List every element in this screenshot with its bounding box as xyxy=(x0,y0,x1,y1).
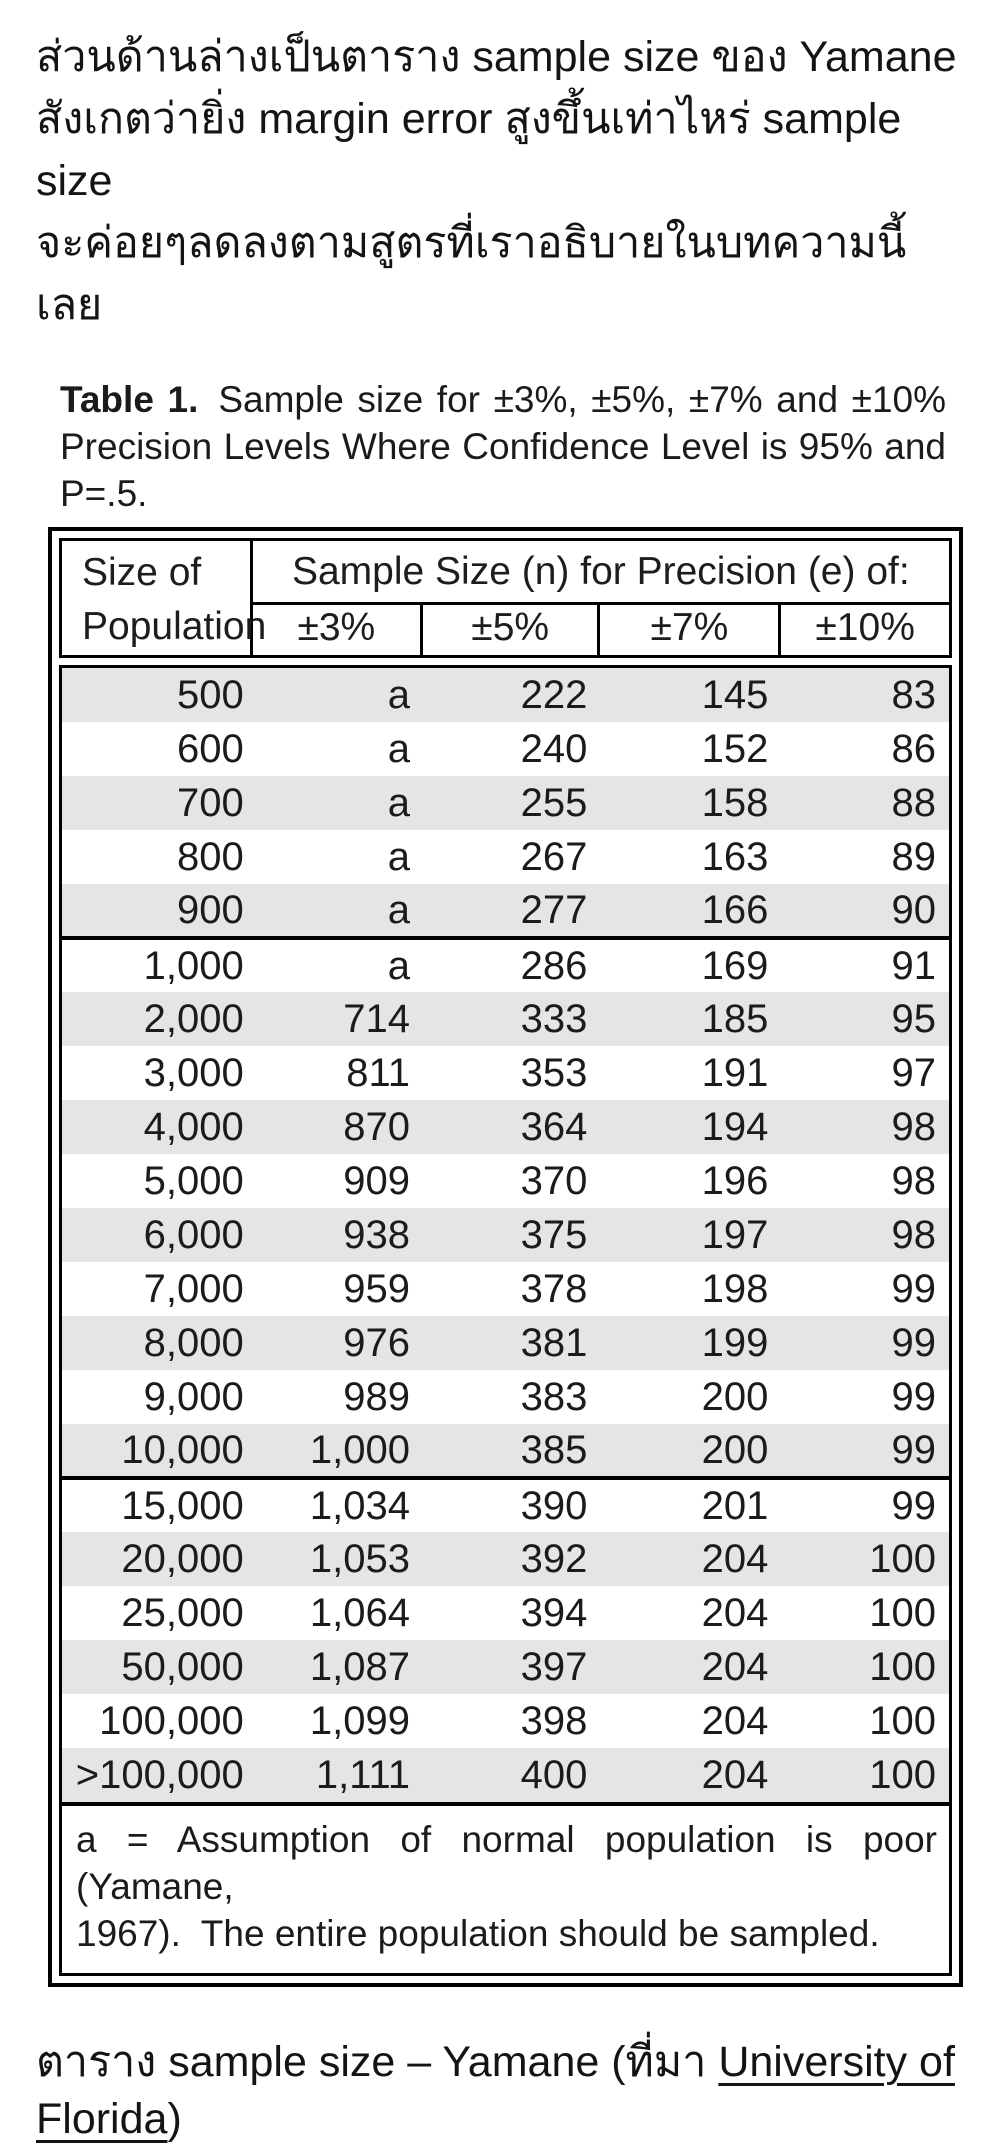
e7-cell: 194 xyxy=(701,1104,769,1149)
e5-cell: 400 xyxy=(520,1752,588,1797)
e3-cell: 989 xyxy=(343,1374,410,1419)
e3-cell: a xyxy=(387,887,410,932)
population-cell: 500 xyxy=(176,672,244,717)
e5-cell: 353 xyxy=(520,1050,588,1095)
e3-cell: 714 xyxy=(343,996,410,1041)
caption-source-link[interactable]: University of Florida xyxy=(36,2038,955,2143)
precision-header-10pct: ±10% xyxy=(815,606,915,649)
e10-cell: 100 xyxy=(869,1590,936,1635)
population-cell: 2,000 xyxy=(143,996,244,1041)
e3-cell: 959 xyxy=(343,1266,410,1311)
e7-cell: 204 xyxy=(701,1752,769,1797)
population-cell: 1,000 xyxy=(62,938,253,992)
population-header-cell xyxy=(62,541,267,655)
e3-cell: 1,000 xyxy=(309,1427,410,1472)
e3-cell: 976 xyxy=(343,1320,410,1365)
e5-cell: 378 xyxy=(520,1266,588,1311)
e7-cell: 196 xyxy=(701,1158,769,1203)
e10-cell: 99 xyxy=(891,1427,936,1472)
e5-cell: 383 xyxy=(520,1374,588,1419)
intro-paragraph xyxy=(36,26,969,336)
sample-size-table-frame xyxy=(48,527,963,1987)
e10-cell: 100 xyxy=(869,1698,936,1743)
e5-cell: 397 xyxy=(520,1644,588,1689)
e7-cell: 191 xyxy=(701,1050,769,1095)
table-row xyxy=(62,1424,949,1478)
population-cell: 15,000 xyxy=(62,1478,253,1532)
e7-cell: 198 xyxy=(701,1266,769,1311)
population-header-line-2: Population xyxy=(82,605,267,648)
e10-cell: 100 xyxy=(869,1536,936,1581)
population-cell: 800 xyxy=(176,834,244,879)
table-title-line-1-text: Sample size for ±3%, ±5%, ±7% and ±10% xyxy=(218,379,946,420)
image-caption xyxy=(36,2027,999,2144)
table-row xyxy=(62,1694,949,1748)
e10-cell: 99 xyxy=(891,1320,936,1365)
e3-cell: a xyxy=(387,726,410,771)
e3-cell: 938 xyxy=(343,1212,410,1257)
population-cell: 700 xyxy=(176,780,244,825)
article-page xyxy=(0,26,999,2144)
e3-cell: 1,099 xyxy=(309,1698,410,1743)
e7-cell: 204 xyxy=(701,1536,769,1581)
e10-cell: 86 xyxy=(891,726,936,771)
population-cell: 6,000 xyxy=(143,1212,244,1257)
e5-cell: 385 xyxy=(520,1427,588,1472)
e5-cell: 277 xyxy=(520,887,588,932)
population-cell: 10,000 xyxy=(121,1427,244,1472)
intro-line-1: ส่วนด้านล่างเป็นตาราง sample size ของ Yamane xyxy=(36,33,957,81)
table-row xyxy=(62,722,949,776)
e3-cell: 909 xyxy=(343,1158,410,1203)
population-cell: 600 xyxy=(176,726,244,771)
e5-cell: 375 xyxy=(520,1212,588,1257)
table-body-block xyxy=(59,665,952,1976)
e5-cell: 240 xyxy=(520,726,588,771)
e10-cell: 90 xyxy=(891,887,936,932)
e5-cell: 222 xyxy=(520,672,588,717)
e7-cell: 201 xyxy=(600,1478,781,1532)
e10-cell: 88 xyxy=(891,780,936,825)
footnote-line-1: a = Assumption of normal population is poor (Yamane, xyxy=(76,1819,937,1907)
intro-line-2: สังเกตว่ายิ่ง margin error สูงขึ้นเท่าไหร่ sample size xyxy=(36,95,902,205)
table-row xyxy=(62,1370,949,1424)
population-cell: 100,000 xyxy=(99,1698,244,1743)
table-footnote xyxy=(62,1802,949,1973)
e3-cell: a xyxy=(387,780,410,825)
table-row xyxy=(62,1478,949,1532)
e10-cell: 100 xyxy=(869,1644,936,1689)
table-row xyxy=(62,1532,949,1586)
e7-cell: 152 xyxy=(701,726,769,771)
sample-size-table xyxy=(62,668,949,1802)
e7-cell: 204 xyxy=(701,1698,769,1743)
table-row xyxy=(62,1316,949,1370)
table-row xyxy=(62,992,949,1046)
footnote-line-2: 1967). The entire population should be sampled. xyxy=(76,1913,880,1954)
e5-cell: 370 xyxy=(520,1158,588,1203)
e3-cell: a xyxy=(387,672,410,717)
population-cell: 9,000 xyxy=(143,1374,244,1419)
e10-cell: 99 xyxy=(891,1374,936,1419)
e10-cell: 99 xyxy=(781,1478,949,1532)
table-row xyxy=(62,1208,949,1262)
table-title-line-2: Precision Levels Where Confidence Level is 95% and xyxy=(60,426,946,467)
e3-cell: 1,053 xyxy=(309,1536,410,1581)
e5-cell: 390 xyxy=(423,1478,600,1532)
precision-header-3pct: ±3% xyxy=(253,605,423,655)
e7-cell: 204 xyxy=(701,1644,769,1689)
table-title xyxy=(60,376,946,517)
e7-cell: 200 xyxy=(701,1427,769,1472)
precision-span-header: Sample Size (n) for Precision (e) of: xyxy=(253,541,949,605)
population-header-line-1: Size of xyxy=(82,551,202,594)
e10-cell: 98 xyxy=(891,1104,936,1149)
e7-cell: 169 xyxy=(600,938,781,992)
e3-cell: 1,111 xyxy=(315,1752,410,1797)
precision-header-7pct: ±7% xyxy=(600,605,781,655)
e7-cell: 145 xyxy=(701,672,769,717)
population-cell: 8,000 xyxy=(143,1320,244,1365)
population-cell: 25,000 xyxy=(121,1590,244,1635)
e5-cell: 255 xyxy=(520,780,588,825)
intro-line-3: จะค่อยๆลดลงตามสูตรที่เราอธิบายในบทความนี้เลย xyxy=(36,219,907,329)
table-row xyxy=(62,1046,949,1100)
e5-cell: 333 xyxy=(520,996,588,1041)
e10-cell: 83 xyxy=(891,672,936,717)
e3-cell: 811 xyxy=(346,1050,410,1095)
e10-cell: 91 xyxy=(781,938,949,992)
e5-cell: 392 xyxy=(520,1536,588,1581)
precision-header-5pct: ±5% xyxy=(423,605,600,655)
e7-cell: 204 xyxy=(701,1590,769,1635)
e10-cell: 99 xyxy=(891,1266,936,1311)
table-row xyxy=(62,1640,949,1694)
e10-cell: 95 xyxy=(891,996,936,1041)
e5-cell: 267 xyxy=(520,834,588,879)
e3-cell: 870 xyxy=(343,1104,410,1149)
e3-cell: 1,064 xyxy=(309,1590,410,1635)
population-cell: 20,000 xyxy=(121,1536,244,1581)
e5-cell: 286 xyxy=(423,938,600,992)
population-cell: 7,000 xyxy=(143,1266,244,1311)
table-row xyxy=(62,668,949,722)
population-cell: 900 xyxy=(176,887,244,932)
e7-cell: 158 xyxy=(701,780,769,825)
population-cell: 5,000 xyxy=(143,1158,244,1203)
table-row xyxy=(62,776,949,830)
table-row xyxy=(62,884,949,938)
e7-cell: 199 xyxy=(701,1320,769,1365)
e3-cell: a xyxy=(253,938,423,992)
table-row xyxy=(62,1586,949,1640)
table-row xyxy=(62,1154,949,1208)
e7-cell: 166 xyxy=(701,887,769,932)
table-title-line-1 xyxy=(60,376,946,423)
table-header xyxy=(59,538,952,658)
e3-cell: 1,087 xyxy=(309,1644,410,1689)
population-cell: >100,000 xyxy=(75,1752,244,1797)
population-cell: 3,000 xyxy=(143,1050,244,1095)
e3-cell: a xyxy=(387,834,410,879)
e7-cell: 197 xyxy=(701,1212,769,1257)
e3-cell: 1,034 xyxy=(253,1478,423,1532)
e5-cell: 398 xyxy=(520,1698,588,1743)
e5-cell: 364 xyxy=(520,1104,588,1149)
table-body xyxy=(62,668,949,1802)
table-row xyxy=(62,938,949,992)
caption-prefix: ตาราง sample size – Yamane (ที่มา xyxy=(36,2038,719,2086)
e7-cell: 200 xyxy=(701,1374,769,1419)
population-cell: 50,000 xyxy=(121,1644,244,1689)
e10-cell: 98 xyxy=(891,1212,936,1257)
table-row xyxy=(62,1262,949,1316)
table-row xyxy=(62,830,949,884)
e10-cell: 89 xyxy=(891,834,936,879)
e5-cell: 381 xyxy=(520,1320,588,1365)
population-cell: 4,000 xyxy=(143,1104,244,1149)
table-title-line-3: P=.5. xyxy=(60,473,148,514)
e7-cell: 185 xyxy=(701,996,769,1041)
e10-cell: 98 xyxy=(891,1158,936,1203)
table-row xyxy=(62,1748,949,1802)
table-number-label: Table 1. xyxy=(60,379,199,420)
table-row xyxy=(62,1100,949,1154)
caption-suffix: ) xyxy=(167,2095,182,2143)
e5-cell: 394 xyxy=(520,1590,588,1635)
e10-cell: 97 xyxy=(891,1050,936,1095)
e10-cell: 100 xyxy=(869,1752,936,1797)
e7-cell: 163 xyxy=(701,834,769,879)
